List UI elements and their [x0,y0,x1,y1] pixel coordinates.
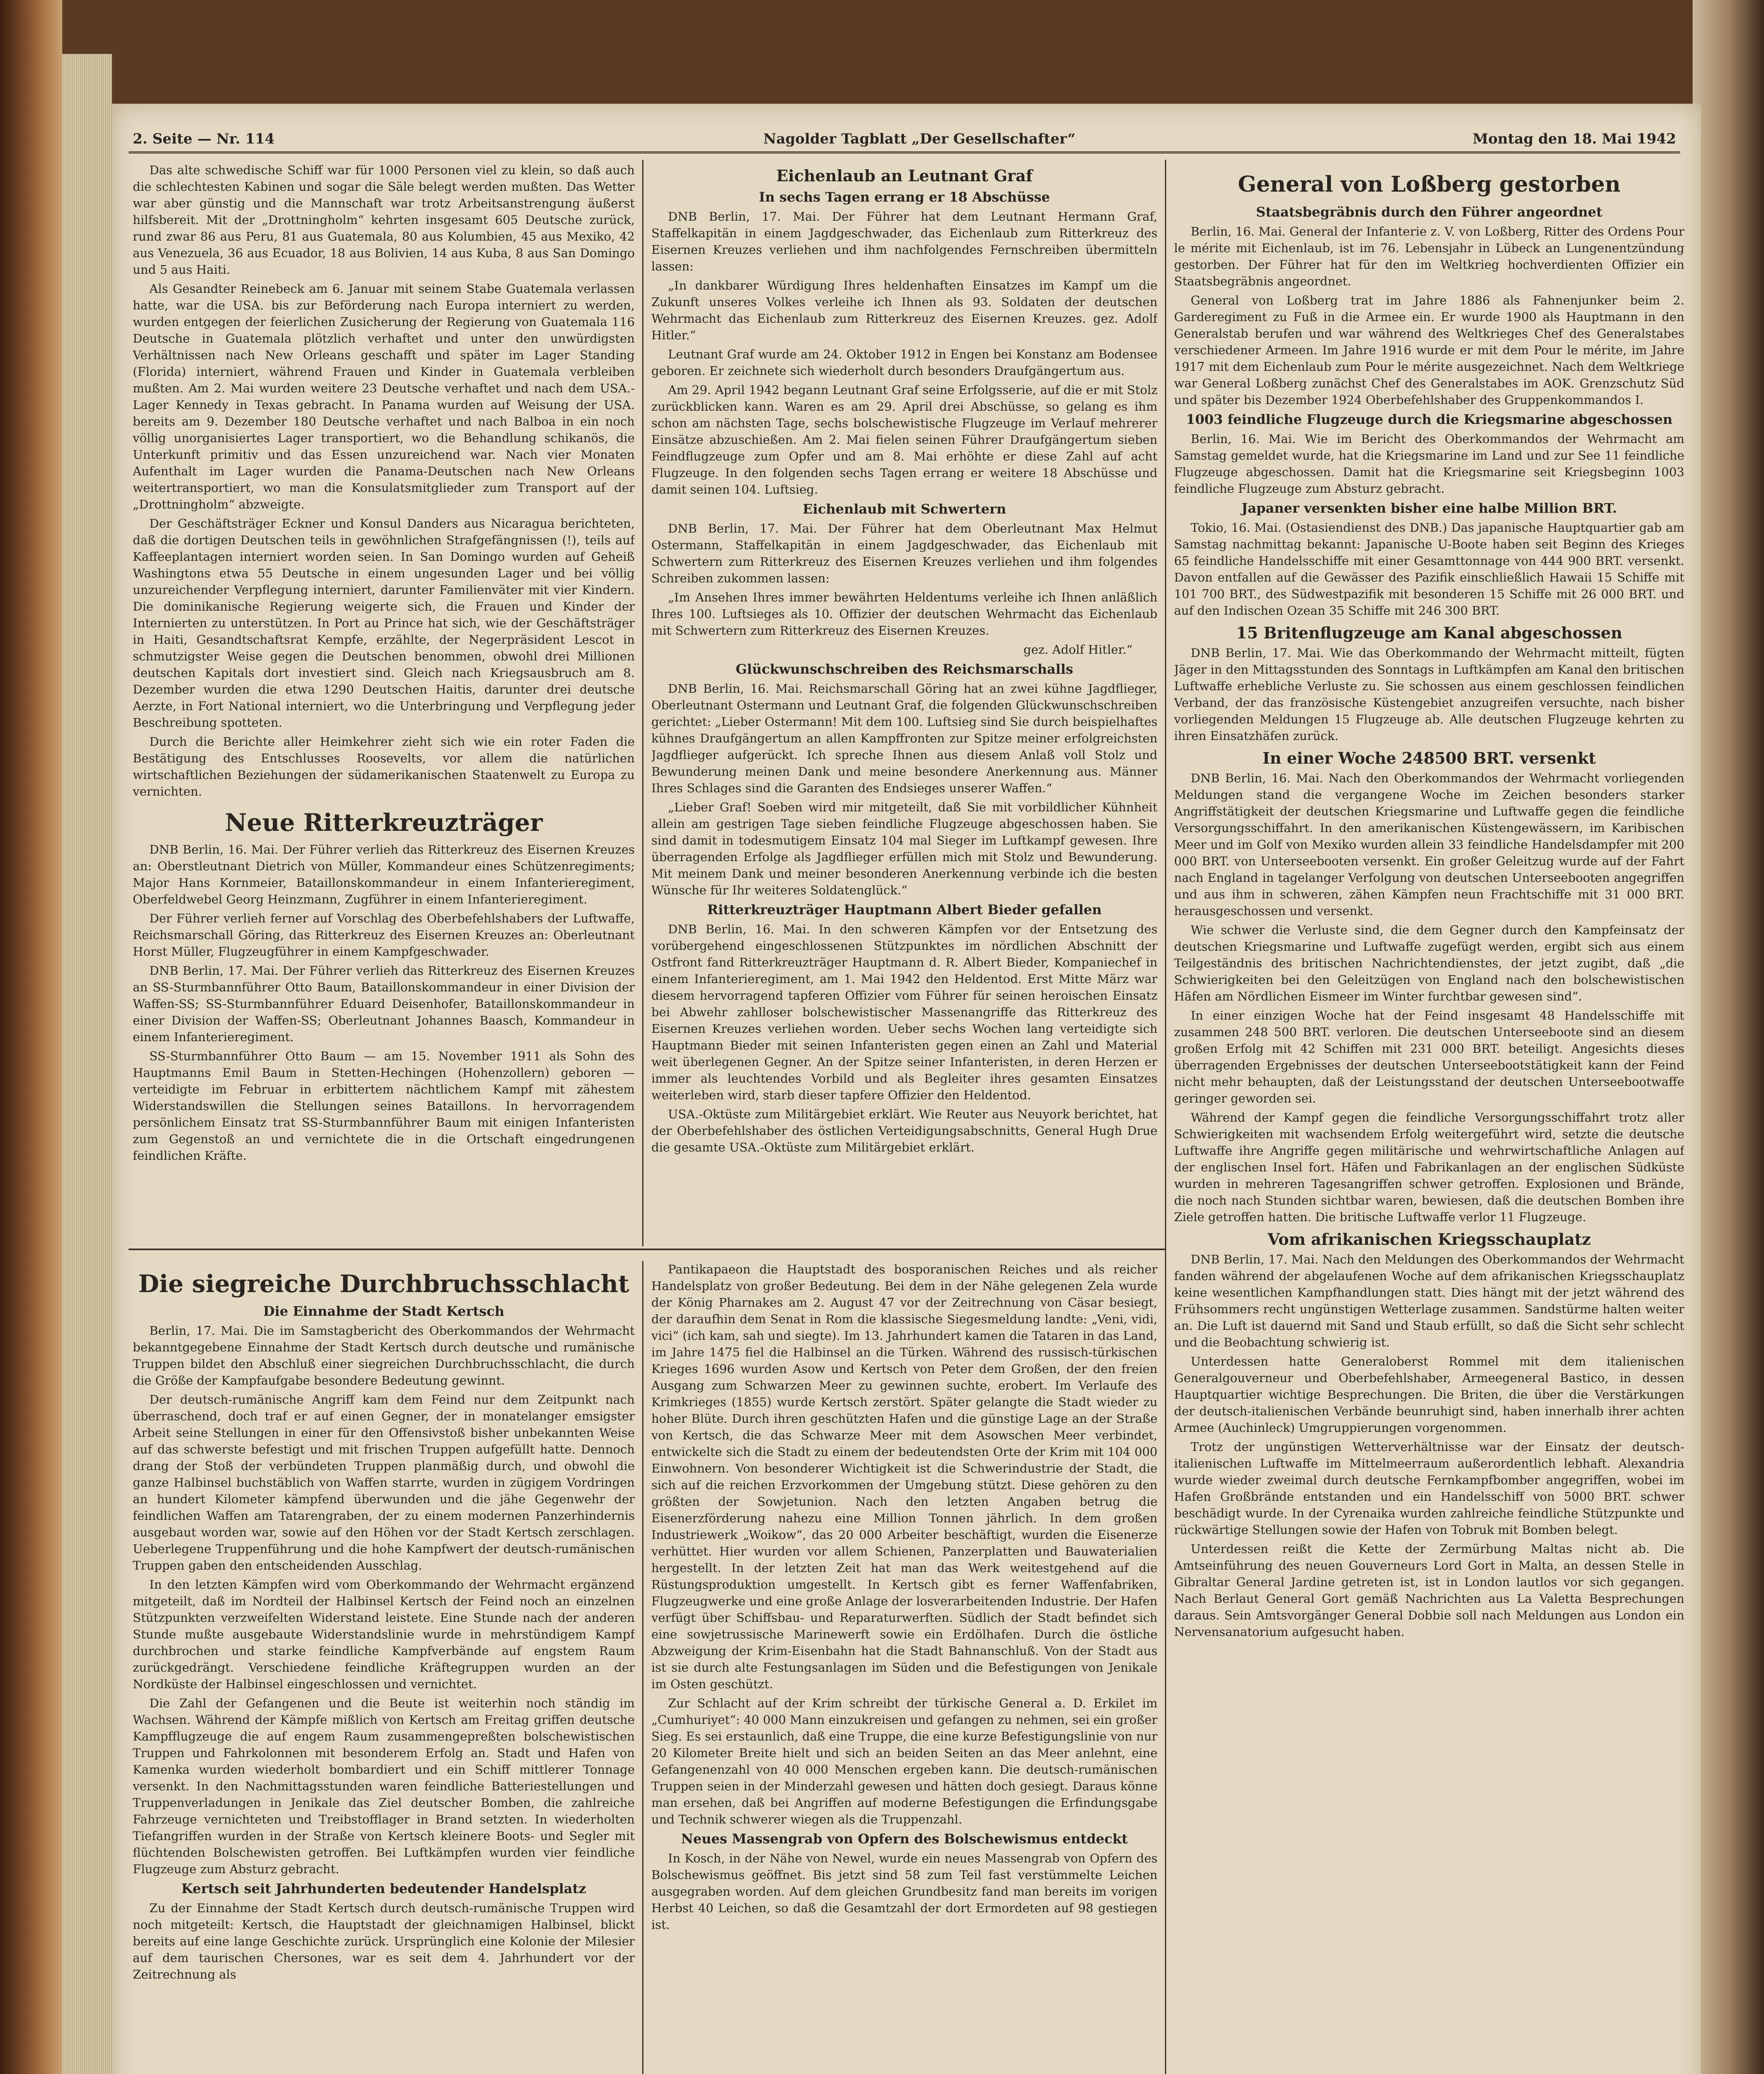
article-paragraph: In einer einzigen Woche hat der Feind insgesamt 48 Handelsschiffe mit zusammen 248 500 BRT. verloren. Die deutschen Unterseeboote sind an diesem großen Erfolg mit 42 Schiffen mit 231 000 BRT. beteiligt. Angesichts dieses überragenden Ergebnisses der deutschen Unterseebootstätigkeit kann der Feind nicht mehr behaupten, daß der Leistungsstand der deutschen Unterseebootwaffe geringer geworden sei. [1174,1008,1684,1105]
article-paragraph: Am 29. April 1942 begann Leutnant Graf seine Erfolgsserie, auf die er mit Stolz zurückblicken kann. Waren es am 29. April drei Abschüsse, so gelang es ihm schon am nächsten Tage, sechs bolschewistische Flugzeuge im Verlauf mehrerer Einsätze abzuschießen. Am 2. Mai fielen seinen Führer Draufgängertum sieben Feindflugzeuge zum Opfer und am 8. Mai erhöhte er diese Zahl auf acht Flugzeuge. In den folgenden sechs Tagen errang er weitere 18 Abschüsse und damit seinen 104. Luftsieg. [651,383,1157,497]
article-paragraph: Zur Schlacht auf der Krim schreibt der türkische General a. D. Erkilet im „Cumhuriyet“: 40 000 Mann einzukreisen und gefangen zu nehmen, sei ein großer Sieg. Es sei erstaunlich, daß eine Truppe, die eine kurze Befestigungslinie von nur 20 Kilometer Breite hielt und sich an beiden Seiten an das Meer anlehnt, eine Gefangenenzahl von 40 000 Menschen ergeben kann. Die deutsch-rumänischen Truppen seien in der Minderzahl gewesen und hätten doch gesiegt. Daraus könne man ersehen, daß bei Angriffen auf moderne Befestigungen die Erfindungsgabe und Technik schwerer wiegen als die Truppenzahl. [651,1696,1157,1826]
subheadline: Die Einnahme der Stadt Kertsch [263,1303,504,1319]
article-paragraph: Als Gesandter Reinebeck am 6. Januar mit seinem Stabe Guatemala verlassen hatte, war die USA. bis zur Beförderung nach Europa interniert zu werden, wurden entgegen der feierlichen Zusicherung der Regierung von Guatemala 116 Deutsche in Guatemala plötzlich verhaftet und unter den unwürdigsten Verhältnissen nach New Orleans geschafft und später im Lager Standing (Florida) interniert, während Frauen und Kinder in Guatemala verbleiben mußten. Am 2. Mai wurden weitere 23 Deutsche verhaftet und nach dem USA.-Lager Kennedy in Texas gebracht. In Panama wurden auf Weisung der USA. bereits am 9. Dezember 180 Deutsche verhaftet und nach Balboa in ein noch völlig unorganisiertes Lager transportiert, wo die Behandlung schikanös, die Unterkunft primitiv und das Essen unzureichend war. Nach vier Monaten Aufenthalt im Lager wurden die Panama-Deutschen nach New Orleans weitertransportiert, wo man die Konsulatsmitglieder zum Transport auf der „Drottningholm“ abzweigte. [133,282,635,511]
article-paragraph: USA.-Oktüste zum Militärgebiet erklärt. Wie Reuter aus Neuyork berichtet, hat der Oberbefehlshaber des östlichen Verteidigungsabschnitts, General Hugh Drue die gesamte USA.-Oktüste zum Militärgebiet erklärt. [651,1107,1157,1154]
bottom-column-1 [133,1261,635,2074]
column-rule [1165,160,1166,2074]
headline-bieder-gefallen: Ritterkreuzträger Hauptmann Albert Bieder gefallen [707,902,1102,918]
section-rule [129,1249,1165,1250]
subheadline: In sechs Tagen errang er 18 Abschüsse [759,189,1050,205]
column-3 [1174,162,1684,2074]
article-paragraph: „Im Ansehen Ihres immer bewährten Heldentums verleihe ich Ihnen anläßlich Ihres 100. Luftsieges als 10. Offizier der deutschen Wehrmacht das Eichenlaub mit Schwertern zum Ritterkreuz des Eisernen Kreuzes. [651,590,1157,638]
headline-lossberg: General von Loßberg gestorben [1238,172,1621,197]
subheadline: Staatsbegräbnis durch den Führer angeordnet [1256,204,1603,220]
newspaper-page [112,104,1701,2074]
article-paragraph: DNB Berlin, 17. Mai. Nach den Meldungen des Oberkommandos der Wehrmacht fanden während der abgelaufenen Woche auf dem afrikanischen Kriegsschauplatz keine wesentlichen Kampfhandlungen statt. Dies hängt mit der jetzt während des Frühsommers recht ungünstigen Wetterlage zusammen. Sandstürme halten weiter an. Die Luft ist dauernd mit Sand und Staub erfüllt, so daß die Sicht sehr schlecht und die Beobachtung schwierig ist. [1174,1252,1684,1349]
article-paragraph: DNB Berlin, 16. Mai. Der Führer verlieh das Ritterkreuz des Eisernen Kreuzes an: Oberstleutnant Dietrich von Müller, Kommandeur eines Schützenregiments; Major Hans Kornmeier, Bataillonskommandeur in einem Infanterieregiment, Oberfeldwebel Georg Heinzmann, Zugführer in einem Infanterieregiment. [133,842,635,906]
bottom-column-2 [651,1261,1157,2074]
headline-kertsch-handelsplatz: Kertsch seit Jahrhunderten bedeutender Handelsplatz [181,1881,586,1896]
article-paragraph: DNB Berlin, 17. Mai. Wie das Oberkommando der Wehrmacht mitteilt, fügten Jäger in den Mittagsstunden des Sonntags in Luftkämpfen am Kanal den britischen Luftwaffe erhebliche Verluste zu. Sie schossen aus einem geschlossen feindlichen Verband, der das französische Küstengebiet anzugreifen versuchte, nach bisher vorliegenden Meldungen 15 Flugzeuge ab. Alle deutschen Flugzeuge kehrten zu ihren Einsatzhäfen zurück. [1174,646,1684,743]
article-paragraph: Berlin, 17. Mai. Die im Samstagbericht des Oberkommandos der Wehrmacht bekanntgegebene Einnahme der Stadt Kertsch durch deutsche und rumänische Truppen bildet den Abschluß einer siegreichen Durchbruchsschlacht, die durch die Größe der Kampfaufgabe besondere Bedeutung gewinnt. [133,1324,635,1388]
article-paragraph: Tokio, 16. Mai. (Ostasiendienst des DNB.) Das japanische Hauptquartier gab am Samstag nachmittag bekannt: Japanische U-Boote haben seit Beginn des Krieges 65 feindliche Handelsschiffe mit einer Gesamttonnage von 444 900 BRT. versenkt. Davon entfallen auf die Gewässer des Pazifik einschließlich Hawaii 15 Schiffe mit 101 700 BRT., des Südwestpazifik mit besonderen 15 Schiffe mit 26 000 BRT. und auf den Indischen Ozean 35 Schiffe mit 246 300 BRT. [1174,521,1684,618]
issue-date: Montag den 18. Mai 1942 [1472,131,1676,147]
stacked-page-edges [62,54,112,2074]
article-paragraph: Leutnant Graf wurde am 24. Oktober 1912 in Engen bei Konstanz am Bodensee geboren. Er zeichnete sich wiederholt durch besonders Draufgängertum aus. [651,347,1157,378]
headline-ritterkreuztraeger: Neue Ritterkreuzträger [224,808,543,837]
article-paragraph: DNB Berlin, 17. Mai. Der Führer hat dem Leutnant Hermann Graf, Staffelkapitän in einem Jagdgeschwader, das Eichenlaub zum Ritterkreuz des Eisernen Kreuzes verliehen und ihm nachfolgendes Fernschreiben übermitteln lassen: [651,209,1157,273]
article-paragraph: Während der Kampf gegen die feindliche Versorgungsschiffahrt trotz aller Schwierigkeiten mit wachsendem Erfolg weitergeführt wird, setzte die deutsche Luftwaffe ihre Angriffe gegen militärische und wehrwirtschaftliche Anlagen auf der englischen Insel fort. Häfen und Fabrikanlagen an der englischen Südküste wurden in mehreren Tagesangriffen schwer getroffen. Explosionen und Brände, die noch nach Stunden sichtbar waren, bewiesen, daß die deutschen Bomben ihre Ziele getroffen hatten. Die britische Luftwaffe verlor 11 Flugzeuge. [1174,1110,1684,1224]
column-1 [133,162,635,1240]
headline-japaner: Japaner versenkten bisher eine halbe Million BRT. [1241,500,1617,516]
article-paragraph: Der deutsch-rumänische Angriff kam dem Feind nur dem Zeitpunkt nach überraschend, doch traf er auf einen Gegner, der in monatelanger emsigster Arbeit seine Stellungen in einer für den Offensivstoß bisher unbekannten Weise auf das schwerste befestigt und mit frischen Truppen aufgefüllt hatte. Dennoch drang der Stoß der verbündeten Truppen planmäßig durch, und obwohl die ganze Halbinsel buchstäblich von Waffen starrte, wurden in zügigem Vordringen an hundert Kilometer kämpfend überwunden und die jähe Gegenwehr der feindlichen Waffen am Tatarengraben, der zu einem modernen Panzerhindernis ausgebaut worden war, sowie auf den Höhen vor der Stadt Kertsch zerschlagen. Ueberlegene Truppenführung und die hohe Kampfwert der deutsch-rumänischen Truppen gaben den entscheidenden Ausschlag. [133,1392,635,1573]
article-paragraph: Durch die Berichte aller Heimkehrer zieht sich wie ein roter Faden die Bestätigung des Entschlusses Roosevelts, vor allem die natürlichen wirtschaftlichen Beziehungen der südamerikanischen Staatenwelt zu Europa zu vernichten. [133,735,635,798]
article-paragraph: Pantikapaeon die Hauptstadt des bosporanischen Reiches und als reicher Handelsplatz von großer Bedeutung. Bei dem in der Nähe gelegenen Zela wurde der König Pharnakes am 2. August 47 vor der Zeitrechnung von Cäsar besiegt, der daraufhin dem Senat in Rom die klassische Siegesmeldung landte: „Veni, vidi, vici“ (ich kam, sah und siegte). Im 13. Jahrhundert kamen die Tataren in das Land, im Jahre 1475 fiel die Halbinsel an die Türken. Während des russisch-türkischen Krieges 1696 wurden Asow und Kertsch von Peter dem Großen, der den freien Ausgang zum Schwarzen Meer zu gewinnen suchte, erobert. Im Verlaufe des Krimkrieges (1855) wurde Kertsch zerstört. Später gelangte die Stadt wieder zu hoher Blüte. Durch ihren geschützten Hafen und die günstige Lage an der Straße von Kertsch, die das Schwarze Meer mit dem Asowschen Meer verbindet, entwickelte sich die Stadt zu einem der bedeutendsten Orte der Krim mit 104 000 Einwohnern. Von besonderer Wichtigkeit ist die Schwerindustrie der Stadt, die sich auf die reichen Erzvorkommen der Umgebung stützt. Diese gehören zu den größten der Sowjetunion. Nach den letzten Angaben betrug die Eisenerzförderung nahezu eine Million Tonnen jährlich. In dem großen Industriewerk „Woikow“, das 20 000 Arbeiter beschäftigt, wurden die Eisenerze verhüttet. Hier wurden vor allem Schienen, Panzerplatten und Bauwaterialien hergestellt. In der letzten Zeit hat man das Werk weitestgehend auf die Rüstungsproduktion umgestellt. In Kertsch gibt es ferner Waffenfabriken, Flugzeugwerke und eine große Anlage der losverarbeitenden Industrie. Der Hafen verfügt über Schiffsbau- und Reparaturwerften. Südlich der Stadt befindet sich eine sowjetrussische Marinewerft sowie ein Erdölhafen. Durch die östliche Abzweigung der Krim-Eisenbahn hat die Stadt Bahnanschluß. Von der Stadt aus ist sie durch alte Festungsanlagen im Süden und die Befestigungen von Jenikale im Osten geschützt. [651,1262,1157,1691]
page-header [129,127,1680,153]
article-paragraph: In Kosch, in der Nähe von Newel, wurde ein neues Massengrab von Opfern des Bolschewismus geöffnet. Bis jetzt sind 58 zum Teil fast verstümmelte Leichen ausgegraben worden. Auf dem gleichen Grundbesitz fand man bereits im vorigen Herbst 40 Leichen, so daß die Gesamtzahl der dort Ermordeten auf 98 gestiegen ist. [651,1851,1157,1932]
headline-1003-flugzeuge: 1003 feindliche Flugzeuge durch die Kriegsmarine abgeschossen [1186,411,1673,427]
headline-durchbruchsschlacht: Die siegreiche Durchbruchsschlacht [138,1270,629,1298]
headline-eichenlaub-graf: Eichenlaub an Leutnant Graf [776,166,1033,185]
headline-afrika: Vom afrikanischen Kriegsschauplatz [1267,1230,1591,1249]
article-paragraph: Das alte schwedische Schiff war für 1000 Personen viel zu klein, so daß auch die schlechtesten Kabinen und sogar die Säle belegt werden mußten. Das Wetter war aber günstig und die Mannschaft war trotz Arbeitsanstrengung äußerst hilfsbereit. Mit der „Drottningholm“ kehrten insgesamt 605 Deutsche zurück, rund zwar 86 aus Peru, 81 aus Guatemala, 80 aus Kolumbien, 45 aus Mexiko, 42 aus Venezuela, 36 aus Ecuador, 18 aus Bolivien, 14 aus Kuba, 8 aus San Domingo und 5 aus Haiti. [133,163,635,277]
article-paragraph: In den letzten Kämpfen wird vom Oberkommando der Wehrmacht ergänzend mitgeteilt, daß im Nordteil der Halbinsel Kertsch der Feind noch an einzelnen Stützpunkten verzweifelten Widerstand leistete. Eine Stunde nach der anderen Stunde mußte ausgebaute Widerstandslinie wurde in mehrstündigem Kampf durchbrochen und starke feindliche Kampfverbände auf engstem Raum zurückgedrängt. Verschiedene feindliche Kräftegruppen wurden an der Nordküste der Halbinsel eingeschlossen und vernichtet. [133,1577,635,1691]
article-paragraph: Der Führer verlieh ferner auf Vorschlag des Oberbefehlshabers der Luftwaffe, Reichsmarschall Göring, das Ritterkreuz des Eisernen Kreuzes an: Oberleutnant Horst Müller, Flugzeugführer in einem Kampfgeschwader. [133,911,635,959]
headline-glueckwunsch: Glückwunschschreiben des Reichsmarschalls [736,661,1073,677]
signature: gez. Adolf Hitler.“ [1023,643,1133,657]
headline-eichenlaub-schwertern: Eichenlaub mit Schwertern [802,501,1006,517]
right-page-edge [1693,0,1764,2074]
article-paragraph: „In dankbarer Würdigung Ihres heldenhaften Einsatzes im Kampf um die Zukunft unseres Volkes verleihe ich Ihnen als 93. Soldaten der deutschen Wehrmacht das Eichenlaub zum Ritterkreuz des Eisernen Kreuzes. gez. Adolf Hitler.“ [651,278,1157,342]
headline-248500-brt: In einer Woche 248500 BRT. versenkt [1262,749,1596,767]
article-paragraph: Die Zahl der Gefangenen und die Beute ist weiterhin noch ständig im Wachsen. Während der Kämpfe mißlich von Kertsch am Freitag griffen deutsche Kampfflugzeuge die auf engem Raum zusammengepreßten bolschewistischen Truppen und Fahrkolonnen mit besonderem Erfolg an. Stadt und Hafen von Kamenka wurden wiederholt bombardiert und ein Schiff mittlerer Tonnage versenkt. In den Nachmittagsstunden waren feindliche Batteriestellungen und Truppenverladungen in Jenikale das Ziel deutscher Bomben, die zahlreiche Fahrzeuge vernichteten und Treibstofflager in Brand setzten. In wiederholten Tiefangriffen wurden in der Straße von Kertsch kleinere Boots- und Segler mit flüchtenden Bolschewisten getroffen. Bei Luftkämpfen wurden vier feindliche Flugzeuge zum Absturz gebracht. [133,1696,635,1876]
masthead-title: Nagolder Tagblatt „Der Gesellschafter“ [763,131,1076,147]
column-rule [642,1261,643,2074]
article-paragraph: DNB Berlin, 17. Mai. Der Führer verlieh das Ritterkreuz des Eisernen Kreuzes an SS-Sturmbannführer Otto Baum, Bataillonskommandeur in einer Division der Waffen-SS; SS-Sturmbannführer Eduard Deisenhofer, Bataillonskommandeur in einer Division der Waffen-SS; Oberleutnant Johannes Baasch, Kommandeur in einem Infanterieregiment. [133,964,635,1044]
article-paragraph: Wie schwer die Verluste sind, die dem Gegner durch den Kampfeinsatz der deutschen Kriegsmarine und Luftwaffe zugefügt werden, ergibt sich aus einem Teilgeständnis des britischen Nachrichtendienstes, der jetzt zugibt, daß „die Schwierigkeiten bei den Geleitzügen von England nach den bolschewistischen Häfen am Nördlichen Eismeer im Winter furchtbar gewesen sind“. [1174,923,1684,1003]
article-paragraph: Der Geschäftsträger Eckner und Konsul Danders aus Nicaragua berichteten, daß die dortigen Deutschen teils in gewöhnlichen Strafgefängnissen (!), teils auf Kaffeeplantagen interniert worden seien. In San Domingo wurden auf Geheiß Washingtons etwa 55 Deutsche in einem ungesunden Lager und bei völlig unzureichender Verpflegung interniert, darunter Familienväter mit vier Kindern. Die dominikanische Regierung weigerte sich, die Frauen und Kinder der Internierten zu unterstützen. In Port au Prince hat sich, wie der Geschäftsträger in Haiti, Gesandtschaftsrat Kempfe, erzählte, der Negerpräsident Lescot in schmutzigster Weise gegen die Deutschen benommen, obwohl drei Millionen deutschen Kapitals dort investiert sind. Gleich nach Kriegsausbruch am 8. Dezember wurden die etwa 1290 Deutschen Haitis, darunter drei deutsche Aerzte, in Fort National interniert, wo die Unterbringung und Verpflegung jeder Beschreibung spotteten. [133,516,635,730]
article-paragraph: Berlin, 16. Mai. General der Infanterie z. V. von Loßberg, Ritter des Ordens Pour le mérite mit Eichenlaub, ist im 76. Lebensjahr in Lübeck an Lungenentzündung gestorben. Der Führer hat für den im Weltkrieg hochverdienten Offizier ein Staatsbegräbnis angeordnet. [1174,224,1684,288]
article-paragraph: Unterdessen reißt die Kette der Zermürbung Maltas nicht ab. Die Amtseinführung des neuen Gouverneurs Lord Gort in Malta, an dessen Stelle in Gibraltar General Jardine getreten ist, ist in London lautlos vor sich gegangen. Nach Berlaut General Gort gemäß Nachrichten aus La Valetta Besprechungen daraus. Sein Amtsvorgänger General Dobbie soll nach Meldungen aus London ein Nervensanatorium aufgesucht haben. [1174,1542,1684,1639]
article-paragraph: DNB Berlin, 17. Mai. Der Führer hat dem Oberleutnant Max Helmut Ostermann, Staffelkapitän in einem Jagdgeschwader, das Eichenlaub mit Schwertern zum Ritterkreuz des Eisernen Kreuzes verliehen und ihm folgendes Schreiben zukommen lassen: [651,521,1157,585]
column-2 [651,162,1157,1240]
headline-massengrab: Neues Massengrab von Opfern des Bolschewismus entdeckt [681,1831,1128,1847]
article-paragraph: DNB Berlin, 16. Mai. Reichsmarschall Göring hat an zwei kühne Jagdflieger, Oberleutnant Ostermann und Leutnant Graf, die folgenden Glückwunschschreiben gerichtet: „Lieber Ostermann! Mit dem 100. Luftsieg sind Sie durch beispielhaftes kühnes Draufgängertum an allen Kampffronten zur Spitze meiner erfolgreichsten Jagdflieger aufgerückt. Ich spreche Ihnen aus diesem Anlaß voll Stolz und Bewunderung meinen Dank und meine besondere Anerkennung aus. Männer Ihres Schlages sind die Garanten des Endsieges unserer Waffen.“ [651,682,1157,795]
article-paragraph: General von Loßberg trat im Jahre 1886 als Fahnenjunker beim 2. Garderegiment zu Fuß in die Armee ein. Er wurde 1900 als Hauptmann in den Generalstab berufen und war während des Weltkrieges Chef des Generalstabes verschiedener Armeen. Im Jahre 1916 wurde er mit dem Pour le mérite, im Jahre 1917 mit dem Eichenlaub zum Pour le mérite ausgezeichnet. Nach dem Weltkriege war General Loßberg zunächst Chef des Generalstabes im AOK. Grenzschutz Süd und später bis Dezember 1924 Oberbefehlshaber des Gruppenkommandos I. [1174,293,1684,407]
article-paragraph: Trotz der ungünstigen Wetterverhältnisse war der Einsatz der deutsch-italienischen Luftwaffe im Mittelmeerraum außerordentlich lebhaft. Alexandria wurde wieder zweimal durch deutsche Fernkampfbomber angegriffen, wobei im Hafen Großbrände entstanden und ein Handelsschiff von 5000 BRT. schwer beschädigt wurde. In der Cyrenaika wurden zahlreiche feindliche Stützpunkte und rückwärtige Stellungen sowie der Hafen von Tobruk mit Bomben belegt. [1174,1440,1684,1537]
article-paragraph: Unterdessen hatte Generaloberst Rommel mit dem italienischen Generalgouverneur und Oberbefehlshaber, Armeegeneral Bastico, in dessen Hauptquartier wichtige Besprechungen. Die Briten, die über die Verstärkungen der deutsch-italienischen Verbände beunruhigt sind, haben innerhalb ihrer achten Armee (Auchinleck) Umgruppierungen vorgenommen. [1174,1354,1684,1435]
article-paragraph: DNB Berlin, 16. Mai. Nach den Oberkommandos der Wehrmacht vorliegenden Meldungen stand die vergangene Woche im Zeichen besonders starker Angriffstätigkeit der deutschen Kriegsmarine und Luftwaffe gegen die feindliche Versorgungsschiffahrt. In den amerikanischen Küstengewässern, im Karibischen Meer und im Golf von Mexiko wurden allein 33 feindliche Handelsdampfer mit 200 000 BRT. von Unterseebooten versenkt. Ein großer Geleitzug wurde auf der Fahrt nach England in tagelanger Verfolgung von deutschen Unterseebooten angegriffen und aus ihm in schweren, zähen Kämpfen neun Frachtschiffe mit 31 000 BRT. herausgeschossen und versenkt. [1174,771,1684,918]
article-paragraph: SS-Sturmbannführer Otto Baum — am 15. November 1911 als Sohn des Hauptmanns Emil Baum in Stetten-Hechingen (Hohenzollern) geboren — verteidigte im Februar in erbittertem nächtlichem Kampf mit zähestem Widerstandswillen die Stellungen seines Bataillons. In hervorragendem persönlichem Einsatz trat SS-Sturmbannführer Baum mit einigen Infanteristen zum Gegenstoß an und vernichtete die in die Ortschaft eingedrungenen feindlichen Kräfte. [133,1049,635,1163]
article-paragraph: Zu der Einnahme der Stadt Kertsch durch deutsch-rumänische Truppen wird noch mitgeteilt: Kertsch, die Hauptstadt der gleichnamigen Halbinsel, blickt bereits auf eine lange Geschichte zurück. Ursprünglich eine Kolonie der Milesier auf dem taurischen Chersones, war es seit dem 4. Jahrhundert vor der Zeitrechnung als [133,1901,635,1981]
article-paragraph: DNB Berlin, 16. Mai. In den schweren Kämpfen vor der Entsetzung des vorübergehend eingeschlossenen Stützpunktes im nördlichen Abschnitt der Ostfront fand Ritterkreuzträger Hauptmann d. R. Albert Bieder, Kompaniechef in einem Infanterieregiment, am 1. Mai 1942 den Heldentod. Erst Mitte März war diesem hervorragend tapferen Offizier vom Führer für seinen heroischen Einsatz bei Abwehr zahlloser bolschewistischer Massenangriffe das Ritterkreuz des Eisernen Kreuzes verliehen worden. Ueber sechs Wochen lang verteidigte sich Hauptmann Bieder mit seinen Infanteristen gegen einen an Zahl und Material weit überlegenen Gegner. An der Spitze seiner Infanteristen, in deren Herzen er immer als leuchtendes Vorbild und als Begleiter ihres gesamten Einsatzes weiterleben wird, starb dieser tapfere Offizier den Heldentod. [651,922,1157,1102]
headline-britenflugzeuge: 15 Britenflugzeuge am Kanal abgeschossen [1236,623,1623,642]
book-binding [0,0,62,2074]
column-rule [642,160,643,1246]
page-number: 2. Seite — Nr. 114 [133,131,275,147]
article-paragraph: „Lieber Graf! Soeben wird mir mitgeteilt, daß Sie mit vorbildlicher Kühnheit allein am gestrigen Tage sieben feindliche Flugzeuge abgeschossen haben. Sie sind damit in todesmutigem Einsatz 104 mal Sieger im Luftkampf gewesen. Ihre überragenden Erfolge als Jagdflieger erfüllen mich mit Stolz und Bewunderung. Mit meinem Dank und meiner besonderen Anerkennung verbinde ich die besten Wünsche für Ihr weiteres Soldatenglück.“ [651,800,1157,897]
article-paragraph: Berlin, 16. Mai. Wie im Bericht des Oberkommandos der Wehrmacht am Samstag gemeldet wurde, hat die Kriegsmarine im Land und zur See 11 feindliche Flugzeuge abgeschossen. Damit hat die Kriegsmarine seit Kriegsbeginn 1003 feindliche Flugzeuge zum Absturz gebracht. [1174,432,1684,496]
